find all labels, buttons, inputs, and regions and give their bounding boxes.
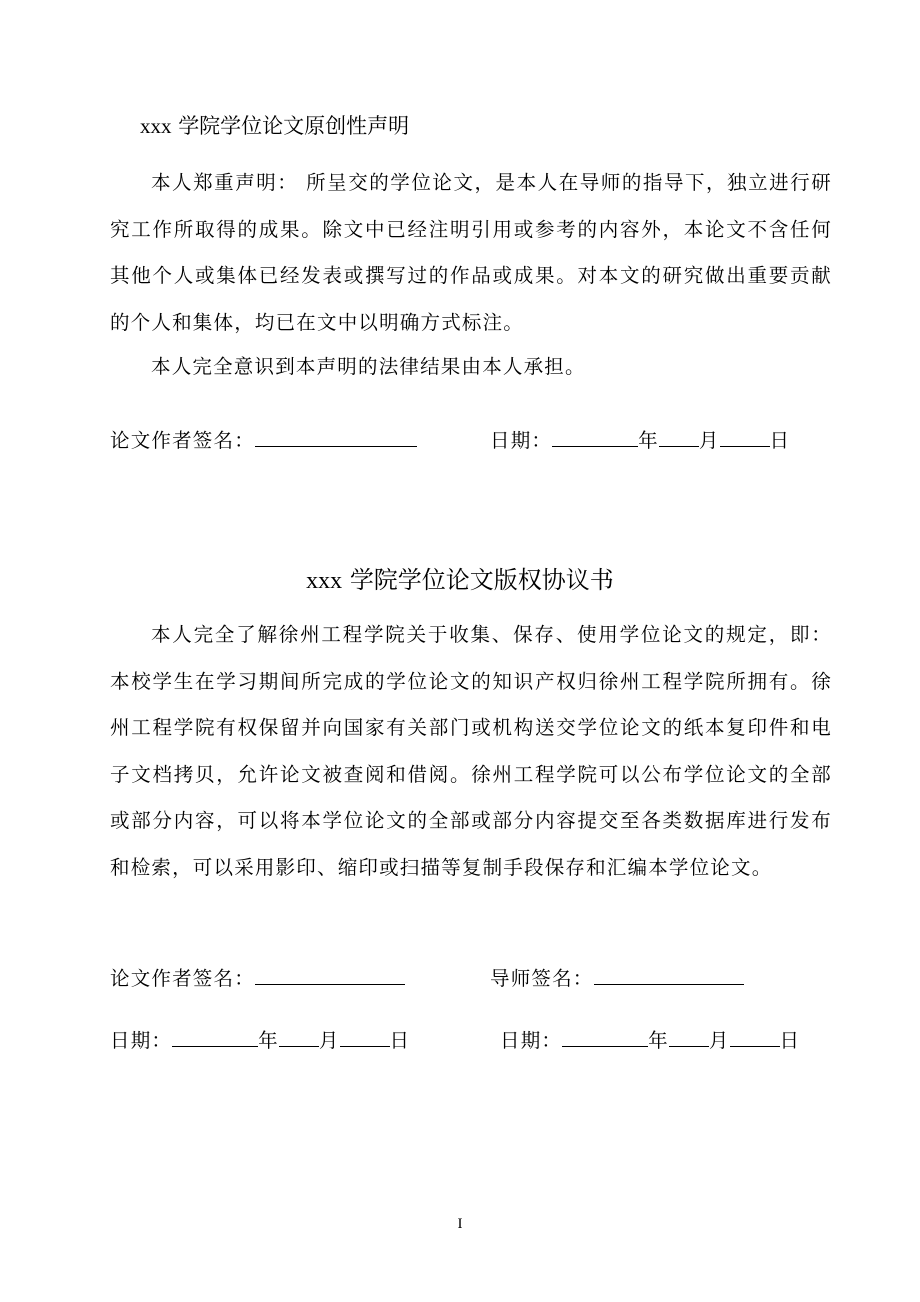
day-blank[interactable] [340,1026,390,1047]
date-label: 日期： [490,429,553,452]
month-blank[interactable] [669,1026,709,1047]
month-blank[interactable] [279,1026,319,1047]
month-blank[interactable] [659,426,699,447]
year-blank[interactable] [562,1026,648,1047]
advisor-signature-blank[interactable] [594,964,744,985]
declaration-paragraph-2: 本人完全意识到本声明的法律结果由本人承担。 [151,355,586,378]
month-label: 月 [698,429,720,452]
date-label: 日期： [110,1029,173,1052]
agreement-paragraph: 本人完全了解徐州工程学院关于收集、保存、使用学位论文的规定，即：本校学生在学习期间所完成的学位论文的知识产权归徐州工程学院所拥有。徐州工程学院有权保留并向国家有关部门或机构送交学位论文的纸本复印件和电子文档拷贝，允许论文被查阅和借阅。徐州工程学院可以公布学位论文的全部或部分内容，可以将本学位论文的全部或部分内容提交至各类数据库进行发布和检索，可以采用影印、缩印或扫描等复制手段保存和汇编本学位论文。 [110,623,832,879]
agreement-advisor-date-line [500,1026,800,1055]
declaration-author-signature-line [110,426,417,455]
agreement-title [0,564,920,597]
month-label: 月 [318,1029,340,1052]
author-signature-blank[interactable] [255,964,405,985]
agreement-advisor-signature-line [490,964,744,993]
year-label: 年 [648,1029,669,1052]
declaration-paragraph-1: 本人郑重声明： 所呈交的学位论文，是本人在导师的指导下，独立进行研究工作所取得的成果。除文中已经注明引用或参考的内容外，本论文不含任何其他个人或集体已经发表或撰写过的作品或成果。对本文的研究做出重要贡献的个人和集体，均已在文中以明确方式标注。 [110,171,832,334]
day-label: 日 [779,1029,801,1052]
day-label: 日 [389,1029,411,1052]
declaration-title [140,112,409,140]
date-label: 日期： [500,1029,563,1052]
agreement-title-text: 学院学位论文版权协议书 [349,566,614,594]
author-signature-label: 论文作者签名： [110,429,255,452]
agreement-author-date-line [110,1026,410,1055]
advisor-signature-label: 导师签名： [490,967,594,990]
declaration-title-text: 学院学位论文原创性声明 [178,114,410,138]
declaration-title-prefix: xxx [140,114,172,138]
author-signature-label: 论文作者签名： [110,967,255,990]
year-label: 年 [638,429,659,452]
agreement-author-signature-line [110,964,405,993]
author-signature-blank[interactable] [255,426,417,447]
day-label: 日 [769,429,791,452]
page-number: I [457,1216,463,1232]
year-blank[interactable] [172,1026,258,1047]
day-blank[interactable] [720,426,770,447]
month-label: 月 [708,1029,730,1052]
year-label: 年 [258,1029,279,1052]
year-blank[interactable] [552,426,638,447]
declaration-date-line [490,426,790,455]
agreement-title-prefix: xxx [306,568,343,594]
day-blank[interactable] [730,1026,780,1047]
